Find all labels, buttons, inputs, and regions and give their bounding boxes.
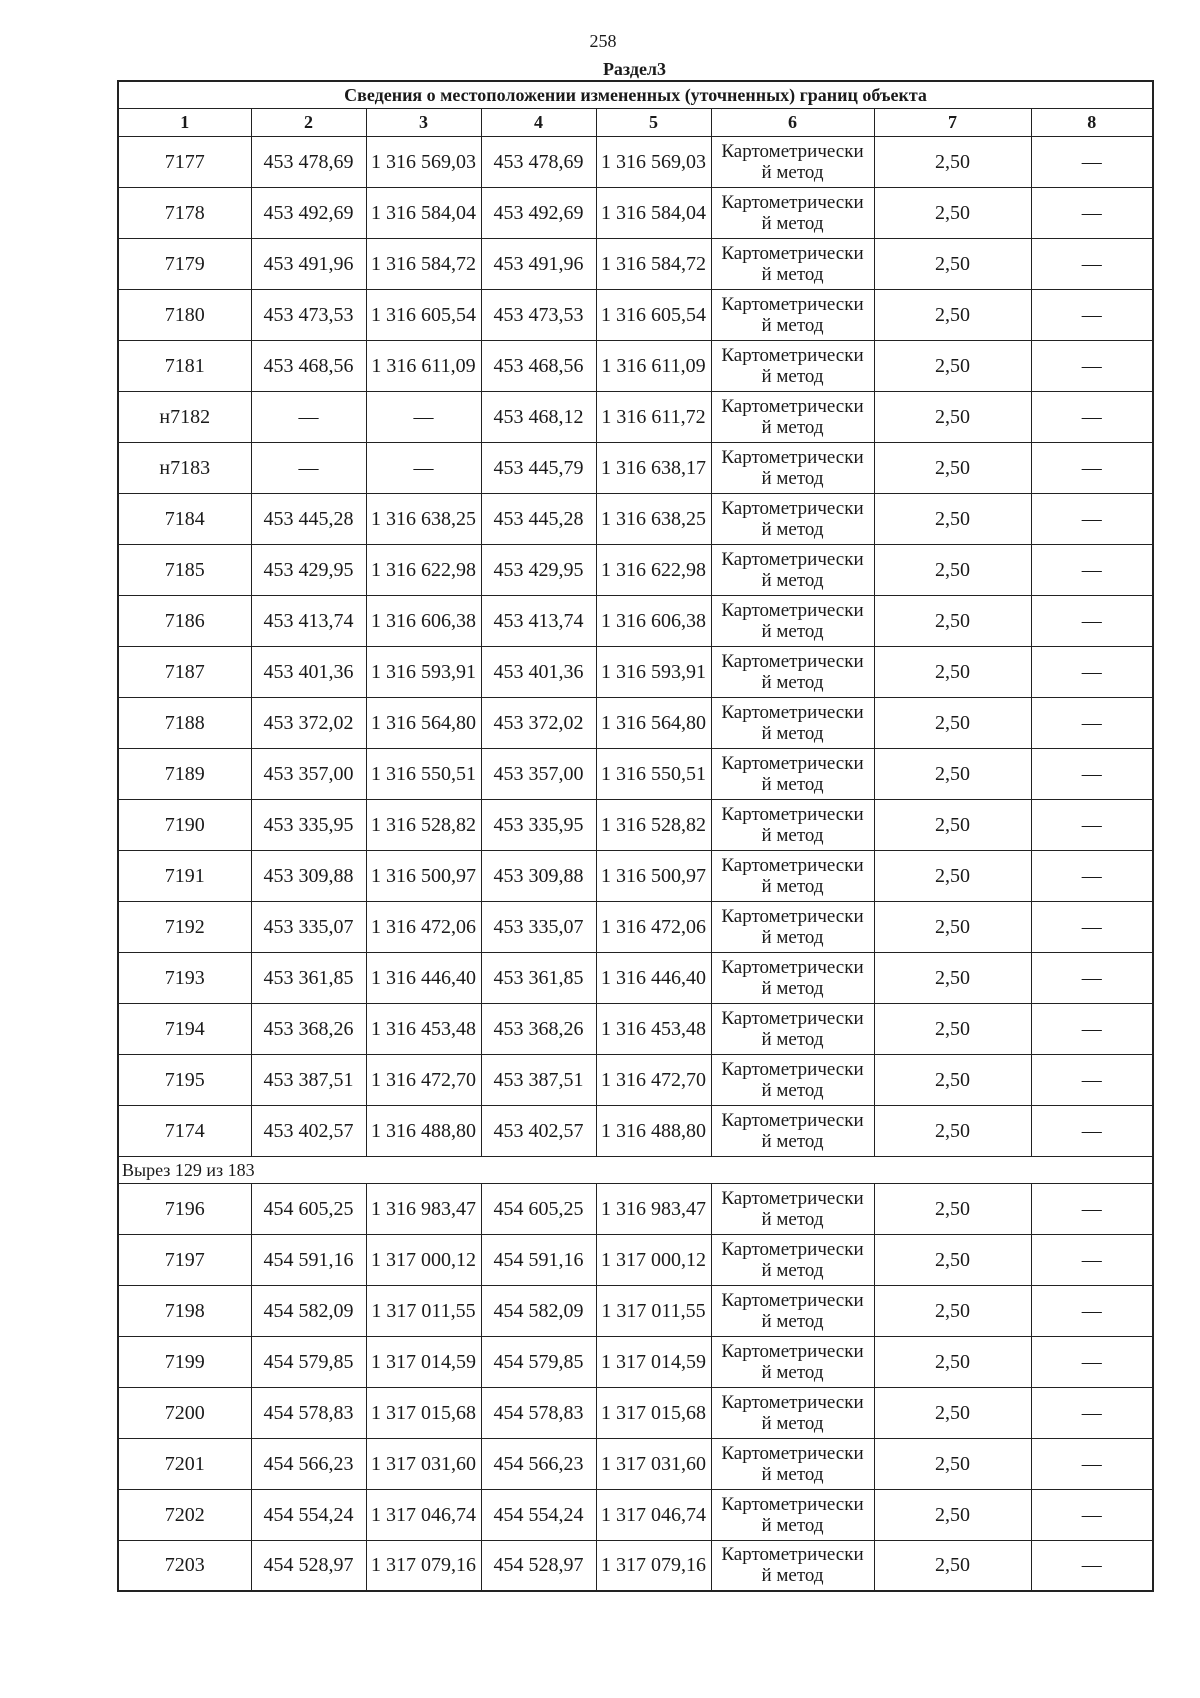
table-cell-col-8: — (1031, 748, 1153, 799)
table-cell-col-6: Картометрически й метод (711, 595, 874, 646)
table-cell-col-7: 2,50 (874, 238, 1031, 289)
table-cell-col-1: 7197 (118, 1234, 251, 1285)
table-row (118, 1489, 1153, 1540)
table-cell-col-3: 1 317 015,68 (366, 1387, 481, 1438)
table-cell-col-4: 453 361,85 (481, 952, 596, 1003)
table-cell-col-5: 1 317 015,68 (596, 1387, 711, 1438)
table-cell-col-4: 453 368,26 (481, 1003, 596, 1054)
table-cell-col-6: Картометрически й метод (711, 1336, 874, 1387)
table-cell-col-3: 1 316 983,47 (366, 1183, 481, 1234)
table-row (118, 289, 1153, 340)
table-cell-col-1: 7189 (118, 748, 251, 799)
table-row (118, 340, 1153, 391)
table-cell-col-5: 1 317 011,55 (596, 1285, 711, 1336)
page-number: 258 (589, 31, 617, 51)
table-cell-col-1: 7203 (118, 1540, 251, 1591)
table-cell-col-6: Картометрически й метод (711, 1489, 874, 1540)
table-cell-col-1: 7192 (118, 901, 251, 952)
table-cell-col-2: 453 402,57 (251, 1105, 366, 1156)
table-cell-col-6: Картометрически й метод (711, 1105, 874, 1156)
table-cell-col-5: 1 317 079,16 (596, 1540, 711, 1591)
table-row (118, 1336, 1153, 1387)
table-cell-col-7: 2,50 (874, 493, 1031, 544)
table-cell-col-8: — (1031, 238, 1153, 289)
table-row (118, 1183, 1153, 1234)
column-number-header: 5 (596, 108, 711, 136)
table-cell-col-4: 453 335,95 (481, 799, 596, 850)
table-cell-col-6: Картометрически й метод (711, 850, 874, 901)
table-cell-col-1: 7185 (118, 544, 251, 595)
table-cell-col-8: — (1031, 340, 1153, 391)
table-row (118, 136, 1153, 187)
table-cell-col-3: 1 316 584,72 (366, 238, 481, 289)
table-cell-col-5: 1 316 446,40 (596, 952, 711, 1003)
table-cell-col-2: 453 473,53 (251, 289, 366, 340)
table-cell-col-7: 2,50 (874, 595, 1031, 646)
table-cell-col-8: — (1031, 1489, 1153, 1540)
table-cell-col-4: 453 468,56 (481, 340, 596, 391)
table-cell-col-5: 1 316 983,47 (596, 1183, 711, 1234)
table-cell-col-6: Картометрически й метод (711, 1183, 874, 1234)
table-cell-col-4: 454 582,09 (481, 1285, 596, 1336)
column-number-row (118, 108, 1153, 136)
table-cell-col-7: 2,50 (874, 442, 1031, 493)
table-row (118, 442, 1153, 493)
table-cell-col-3: — (366, 391, 481, 442)
table-cell-col-5: 1 316 472,06 (596, 901, 711, 952)
table-row (118, 748, 1153, 799)
table-cell-col-2: — (251, 391, 366, 442)
table-cell-col-2: 453 387,51 (251, 1054, 366, 1105)
table-cell-col-3: 1 316 584,04 (366, 187, 481, 238)
table-cell-col-7: 2,50 (874, 1054, 1031, 1105)
table-cell-col-2: 453 478,69 (251, 136, 366, 187)
table-cell-col-5: 1 316 584,72 (596, 238, 711, 289)
table-cell-col-2: 454 579,85 (251, 1336, 366, 1387)
table-cell-col-4: 454 578,83 (481, 1387, 596, 1438)
table-cell-col-8: — (1031, 1285, 1153, 1336)
table-cell-col-7: 2,50 (874, 1540, 1031, 1591)
table-cell-col-6: Картометрически й метод (711, 1387, 874, 1438)
table-cell-col-1: 7195 (118, 1054, 251, 1105)
table-cell-col-1: 7199 (118, 1336, 251, 1387)
table-cell-col-3: 1 316 472,70 (366, 1054, 481, 1105)
table-cell-col-6: Картометрически й метод (711, 1054, 874, 1105)
table-cell-col-2: 454 591,16 (251, 1234, 366, 1285)
table-cell-col-7: 2,50 (874, 187, 1031, 238)
table-cell-col-4: 454 591,16 (481, 1234, 596, 1285)
table-cell-col-8: — (1031, 697, 1153, 748)
table-row (118, 391, 1153, 442)
table-cell-col-5: 1 316 472,70 (596, 1054, 711, 1105)
table-cell-col-4: 453 401,36 (481, 646, 596, 697)
table-cell-col-3: 1 317 079,16 (366, 1540, 481, 1591)
table-cell-col-1: 7186 (118, 595, 251, 646)
table-cell-col-6: Картометрически й метод (711, 1285, 874, 1336)
table-cell-col-7: 2,50 (874, 1285, 1031, 1336)
column-number-header: 2 (251, 108, 366, 136)
table-cell-col-5: 1 317 014,59 (596, 1336, 711, 1387)
table-cell-col-1: 7174 (118, 1105, 251, 1156)
table-row (118, 799, 1153, 850)
table-cell-col-8: — (1031, 1540, 1153, 1591)
table-cell-col-4: 453 478,69 (481, 136, 596, 187)
table-cell-col-4: 454 605,25 (481, 1183, 596, 1234)
table-cell-col-6: Картометрически й метод (711, 1540, 874, 1591)
table-cell-col-5: 1 316 500,97 (596, 850, 711, 901)
table-cell-col-6: Картометрически й метод (711, 952, 874, 1003)
table-cell-col-7: 2,50 (874, 1438, 1031, 1489)
table-cell-col-8: — (1031, 391, 1153, 442)
table-cell-col-4: 453 445,28 (481, 493, 596, 544)
table-cell-col-8: — (1031, 493, 1153, 544)
table-cell-col-4: 453 445,79 (481, 442, 596, 493)
table-cell-col-6: Картометрически й метод (711, 238, 874, 289)
table-cell-col-7: 2,50 (874, 544, 1031, 595)
table-cell-col-8: — (1031, 1336, 1153, 1387)
table-cell-col-6: Картометрически й метод (711, 391, 874, 442)
table-cell-col-2: 453 429,95 (251, 544, 366, 595)
table-cell-col-7: 2,50 (874, 901, 1031, 952)
table-cell-col-5: 1 316 593,91 (596, 646, 711, 697)
table-cell-col-5: 1 316 488,80 (596, 1105, 711, 1156)
table-cell-col-4: 453 372,02 (481, 697, 596, 748)
table-cell-col-8: — (1031, 289, 1153, 340)
table-cell-col-4: 453 387,51 (481, 1054, 596, 1105)
table-cell-col-6: Картометрически й метод (711, 493, 874, 544)
table-row (118, 1234, 1153, 1285)
table-cell-col-2: 453 491,96 (251, 238, 366, 289)
table-cell-col-3: 1 316 593,91 (366, 646, 481, 697)
column-number-header: 6 (711, 108, 874, 136)
table-cell-col-8: — (1031, 1387, 1153, 1438)
table-cell-col-6: Картометрически й метод (711, 136, 874, 187)
table-cell-col-2: 453 309,88 (251, 850, 366, 901)
group-label-row (118, 1156, 1153, 1183)
table-cell-col-7: 2,50 (874, 850, 1031, 901)
table-cell-col-3: 1 316 472,06 (366, 901, 481, 952)
table-cell-col-8: — (1031, 1105, 1153, 1156)
table-cell-col-7: 2,50 (874, 1003, 1031, 1054)
table-cell-col-6: Картометрически й метод (711, 901, 874, 952)
table-cell-col-2: 453 445,28 (251, 493, 366, 544)
table-cell-col-4: 453 402,57 (481, 1105, 596, 1156)
table-cell-col-4: 454 566,23 (481, 1438, 596, 1489)
table-cell-col-5: 1 316 569,03 (596, 136, 711, 187)
table-cell-col-3: 1 316 606,38 (366, 595, 481, 646)
table-cell-col-7: 2,50 (874, 1387, 1031, 1438)
table-cell-col-3: 1 316 564,80 (366, 697, 481, 748)
table-cell-col-1: 7200 (118, 1387, 251, 1438)
table-cell-col-4: 453 413,74 (481, 595, 596, 646)
table-cell-col-5: 1 316 584,04 (596, 187, 711, 238)
table-cell-col-3: 1 317 046,74 (366, 1489, 481, 1540)
table-cell-col-6: Картометрически й метод (711, 799, 874, 850)
table-cell-col-1: н7182 (118, 391, 251, 442)
table-cell-col-8: — (1031, 187, 1153, 238)
table-cell-col-6: Картометрически й метод (711, 289, 874, 340)
table-cell-col-8: — (1031, 1438, 1153, 1489)
table-cell-col-5: 1 316 564,80 (596, 697, 711, 748)
table-cell-col-7: 2,50 (874, 1336, 1031, 1387)
table-cell-col-8: — (1031, 799, 1153, 850)
table-cell-col-8: — (1031, 595, 1153, 646)
table-cell-col-1: 7190 (118, 799, 251, 850)
table-cell-col-5: 1 316 638,17 (596, 442, 711, 493)
table-cell-col-8: — (1031, 901, 1153, 952)
table-cell-col-7: 2,50 (874, 136, 1031, 187)
table-cell-col-8: — (1031, 952, 1153, 1003)
table-cell-col-4: 453 473,53 (481, 289, 596, 340)
table-cell-col-4: 453 492,69 (481, 187, 596, 238)
table-cell-col-8: — (1031, 1003, 1153, 1054)
table-cell-col-2: 453 468,56 (251, 340, 366, 391)
table-cell-col-1: 7184 (118, 493, 251, 544)
table-cell-col-4: 453 468,12 (481, 391, 596, 442)
table-cell-col-6: Картометрически й метод (711, 544, 874, 595)
table-cell-col-6: Картометрически й метод (711, 748, 874, 799)
column-number-header: 8 (1031, 108, 1153, 136)
table-row (118, 493, 1153, 544)
table-cell-col-5: 1 316 611,09 (596, 340, 711, 391)
table-cell-col-2: 454 578,83 (251, 1387, 366, 1438)
table-cell-col-3: 1 316 605,54 (366, 289, 481, 340)
table-cell-col-2: 453 357,00 (251, 748, 366, 799)
table-cell-col-5: 1 316 550,51 (596, 748, 711, 799)
table-row (118, 646, 1153, 697)
table-cell-col-1: 7180 (118, 289, 251, 340)
table-cell-col-3: 1 317 014,59 (366, 1336, 481, 1387)
table-cell-col-7: 2,50 (874, 748, 1031, 799)
table-cell-col-1: 7187 (118, 646, 251, 697)
table-cell-col-7: 2,50 (874, 340, 1031, 391)
table-cell-col-5: 1 316 605,54 (596, 289, 711, 340)
table-cell-col-1: 7198 (118, 1285, 251, 1336)
table-cell-col-8: — (1031, 136, 1153, 187)
table-row (118, 1540, 1153, 1591)
table-cell-col-5: 1 317 000,12 (596, 1234, 711, 1285)
table-cell-col-3: 1 316 622,98 (366, 544, 481, 595)
table-cell-col-3: 1 316 638,25 (366, 493, 481, 544)
table-cell-col-2: 454 554,24 (251, 1489, 366, 1540)
table-row (118, 1387, 1153, 1438)
table-cell-col-4: 453 335,07 (481, 901, 596, 952)
table-cell-col-5: 1 316 453,48 (596, 1003, 711, 1054)
coordinates-table (117, 80, 1154, 1592)
table-cell-col-4: 454 579,85 (481, 1336, 596, 1387)
table-cell-col-1: н7183 (118, 442, 251, 493)
table-title: Сведения о местоположении измененных (уточненных) границ объекта (118, 81, 1153, 108)
table-cell-col-3: — (366, 442, 481, 493)
table-row (118, 901, 1153, 952)
column-number-header: 7 (874, 108, 1031, 136)
table-row (118, 1003, 1153, 1054)
table-cell-col-1: 7202 (118, 1489, 251, 1540)
table-cell-col-6: Картометрически й метод (711, 187, 874, 238)
table-cell-col-1: 7193 (118, 952, 251, 1003)
table-cell-col-7: 2,50 (874, 1489, 1031, 1540)
table-cell-col-1: 7194 (118, 1003, 251, 1054)
table-cell-col-6: Картометрически й метод (711, 697, 874, 748)
table-cell-col-1: 7177 (118, 136, 251, 187)
table-title-row (118, 81, 1153, 108)
table-cell-col-8: — (1031, 442, 1153, 493)
table-cell-col-4: 453 491,96 (481, 238, 596, 289)
table-cell-col-3: 1 317 031,60 (366, 1438, 481, 1489)
table-cell-col-1: 7181 (118, 340, 251, 391)
table-cell-col-3: 1 316 446,40 (366, 952, 481, 1003)
table-cell-col-3: 1 316 500,97 (366, 850, 481, 901)
table-cell-col-8: — (1031, 1054, 1153, 1105)
table-cell-col-4: 453 357,00 (481, 748, 596, 799)
table-cell-col-7: 2,50 (874, 1183, 1031, 1234)
table-cell-col-5: 1 317 031,60 (596, 1438, 711, 1489)
table-cell-col-6: Картометрически й метод (711, 1438, 874, 1489)
table-cell-col-3: 1 316 569,03 (366, 136, 481, 187)
table-cell-col-8: — (1031, 850, 1153, 901)
table-cell-col-4: 453 429,95 (481, 544, 596, 595)
table-cell-col-6: Картометрически й метод (711, 442, 874, 493)
table-row (118, 952, 1153, 1003)
table-cell-col-5: 1 317 046,74 (596, 1489, 711, 1540)
table-cell-col-2: 454 582,09 (251, 1285, 366, 1336)
table-cell-col-3: 1 317 011,55 (366, 1285, 481, 1336)
table-cell-col-1: 7178 (118, 187, 251, 238)
table-cell-col-5: 1 316 611,72 (596, 391, 711, 442)
table-cell-col-7: 2,50 (874, 1105, 1031, 1156)
table-cell-col-7: 2,50 (874, 646, 1031, 697)
table-cell-col-4: 453 309,88 (481, 850, 596, 901)
table-row (118, 1438, 1153, 1489)
table-cell-col-3: 1 316 611,09 (366, 340, 481, 391)
table-body (118, 81, 1153, 1591)
table-cell-col-1: 7191 (118, 850, 251, 901)
column-number-header: 3 (366, 108, 481, 136)
table-cell-col-2: 453 335,95 (251, 799, 366, 850)
table-row (118, 187, 1153, 238)
table-cell-col-5: 1 316 622,98 (596, 544, 711, 595)
table-row (118, 544, 1153, 595)
table-cell-col-4: 454 554,24 (481, 1489, 596, 1540)
table-row (118, 1285, 1153, 1336)
table-cell-col-2: 453 413,74 (251, 595, 366, 646)
table-cell-col-5: 1 316 638,25 (596, 493, 711, 544)
table-cell-col-6: Картометрически й метод (711, 340, 874, 391)
table-cell-col-5: 1 316 606,38 (596, 595, 711, 646)
table-cell-col-1: 7201 (118, 1438, 251, 1489)
table-cell-col-6: Картометрически й метод (711, 1003, 874, 1054)
table-cell-col-2: 453 372,02 (251, 697, 366, 748)
table-cell-col-3: 1 316 453,48 (366, 1003, 481, 1054)
column-number-header: 1 (118, 108, 251, 136)
group-label: Вырез 129 из 183 (118, 1156, 1153, 1183)
table-cell-col-7: 2,50 (874, 697, 1031, 748)
table-row (118, 238, 1153, 289)
table-cell-col-7: 2,50 (874, 799, 1031, 850)
table-cell-col-2: 454 605,25 (251, 1183, 366, 1234)
table-row (118, 697, 1153, 748)
section-title: Раздел3 (602, 59, 667, 79)
column-number-header: 4 (481, 108, 596, 136)
table-cell-col-2: 453 401,36 (251, 646, 366, 697)
table-row (118, 1054, 1153, 1105)
table-cell-col-3: 1 317 000,12 (366, 1234, 481, 1285)
table-cell-col-5: 1 316 528,82 (596, 799, 711, 850)
table-cell-col-4: 454 528,97 (481, 1540, 596, 1591)
table-cell-col-2: 453 335,07 (251, 901, 366, 952)
table-cell-col-2: 454 528,97 (251, 1540, 366, 1591)
table-cell-col-6: Картометрически й метод (711, 646, 874, 697)
table-cell-col-2: 454 566,23 (251, 1438, 366, 1489)
table-cell-col-3: 1 316 528,82 (366, 799, 481, 850)
table-cell-col-7: 2,50 (874, 289, 1031, 340)
table-cell-col-7: 2,50 (874, 952, 1031, 1003)
table-cell-col-8: — (1031, 1183, 1153, 1234)
table-cell-col-2: 453 492,69 (251, 187, 366, 238)
table-cell-col-2: 453 361,85 (251, 952, 366, 1003)
table-cell-col-1: 7196 (118, 1183, 251, 1234)
table-cell-col-3: 1 316 550,51 (366, 748, 481, 799)
table-cell-col-1: 7188 (118, 697, 251, 748)
table-row (118, 1105, 1153, 1156)
table-cell-col-1: 7179 (118, 238, 251, 289)
table-row (118, 850, 1153, 901)
table-cell-col-2: 453 368,26 (251, 1003, 366, 1054)
table-cell-col-8: — (1031, 1234, 1153, 1285)
table-cell-col-7: 2,50 (874, 1234, 1031, 1285)
table-cell-col-2: — (251, 442, 366, 493)
table-row (118, 595, 1153, 646)
table-cell-col-7: 2,50 (874, 391, 1031, 442)
table-cell-col-8: — (1031, 646, 1153, 697)
table-cell-col-3: 1 316 488,80 (366, 1105, 481, 1156)
table-cell-col-6: Картометрически й метод (711, 1234, 874, 1285)
table-cell-col-8: — (1031, 544, 1153, 595)
